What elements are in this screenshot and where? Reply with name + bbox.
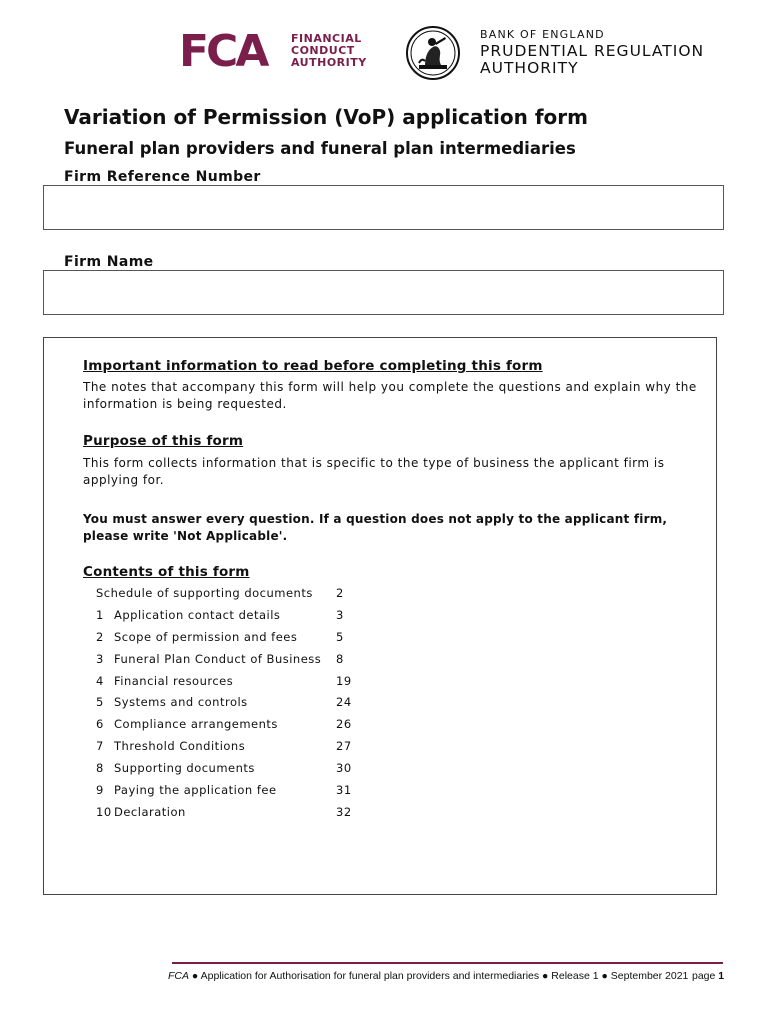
frn-field[interactable] — [43, 185, 724, 230]
contents-list — [96, 586, 366, 827]
contents-item-number: 8 — [96, 761, 104, 776]
contents-item — [96, 674, 366, 696]
contents-item-number: 6 — [96, 717, 104, 732]
footer-page-value: 1 — [718, 970, 725, 982]
contents-item-page: 31 — [336, 783, 352, 798]
bank-of-england-seal-icon — [405, 25, 461, 81]
contents-item-page: 19 — [336, 673, 352, 688]
contents-item — [96, 805, 366, 827]
contents-item-number: 3 — [96, 651, 104, 666]
contents-item-label: Schedule of supporting documents — [96, 586, 313, 600]
contents-item-label: Paying the application fee — [114, 783, 277, 798]
contents-item-page: 24 — [336, 695, 352, 710]
footer-brand: FCA — [168, 970, 189, 982]
fca-logo-words — [291, 33, 381, 69]
contents-item-number: 1 — [96, 607, 104, 622]
footer-rule — [172, 962, 723, 964]
pra-wordmark — [480, 29, 704, 77]
contents-item-page: 26 — [336, 717, 352, 732]
contents-item-label: Application contact details — [114, 607, 281, 622]
fca-logo-mark: FCA — [179, 26, 267, 77]
contents-item-page: 30 — [336, 761, 352, 776]
contents-item-page: 3 — [336, 607, 344, 622]
purpose-text: This form collects information that is specific to the type of business the applicant firm is applying for. — [83, 456, 665, 487]
fca-word-financial: FINANCIAL — [291, 32, 362, 45]
footer-page-number — [692, 970, 724, 982]
contents-item-label: Supporting documents — [114, 761, 255, 776]
contents-item — [96, 783, 366, 805]
contents-item — [96, 695, 366, 717]
contents-item-label: Financial resources — [114, 673, 234, 688]
contents-item-label: Systems and controls — [114, 695, 248, 710]
fca-word-authority: AUTHORITY — [291, 56, 367, 69]
frn-label: Firm Reference Number — [64, 169, 261, 185]
pra-line-prudential: PRUDENTIAL REGULATION — [480, 42, 705, 60]
pra-line-authority: AUTHORITY — [480, 59, 579, 77]
contents-item — [96, 739, 366, 761]
contents-item-number: 5 — [96, 695, 104, 710]
contents-item-number: 9 — [96, 783, 104, 798]
page-title: Variation of Permission (VoP) application form — [64, 105, 588, 129]
footer-text — [168, 970, 688, 982]
contents-item-label: Funeral Plan Conduct of Business — [114, 651, 322, 666]
footer-description: ● Application for Authorisation for funeral plan providers and intermediaries ● Release 1 ● September 2021 — [191, 970, 689, 982]
contents-item-number: 4 — [96, 673, 104, 688]
contents-item-label: Compliance arrangements — [114, 717, 278, 732]
contents-item-label: Declaration — [114, 804, 186, 819]
contents-item-label: Threshold Conditions — [114, 739, 246, 754]
contents-item — [96, 630, 366, 652]
contents-item-page: 2 — [336, 586, 344, 600]
contents-item-page: 32 — [336, 804, 352, 819]
purpose-heading: Purpose of this form — [83, 433, 244, 449]
contents-item — [96, 586, 366, 608]
contents-item-page: 27 — [336, 739, 352, 754]
firm-name-field[interactable] — [43, 270, 724, 315]
important-heading: Important information to read before completing this form — [83, 358, 543, 374]
contents-item-number: 2 — [96, 629, 104, 644]
contents-item-number: 7 — [96, 739, 104, 754]
contents-item — [96, 761, 366, 783]
fca-word-conduct: CONDUCT — [291, 44, 355, 57]
contents-heading: Contents of this form — [83, 564, 250, 580]
contents-item-number: 10 — [96, 804, 112, 819]
contents-item-page: 5 — [336, 629, 344, 644]
contents-item — [96, 717, 366, 739]
contents-item-page: 8 — [336, 651, 344, 666]
footer-page-word: page — [692, 970, 716, 982]
must-answer-note: You must answer every question. If a question does not apply to the applicant firm, please write 'Not Applicable'. — [83, 512, 668, 543]
page-subtitle: Funeral plan providers and funeral plan intermediaries — [64, 139, 576, 158]
contents-item-label: Scope of permission and fees — [114, 629, 298, 644]
contents-item — [96, 608, 366, 630]
important-text: The notes that accompany this form will help you complete the questions and explain why the information is being requested. — [83, 380, 697, 411]
contents-item — [96, 652, 366, 674]
firm-name-label: Firm Name — [64, 254, 154, 270]
pra-line-bank: BANK OF ENGLAND — [480, 28, 605, 41]
